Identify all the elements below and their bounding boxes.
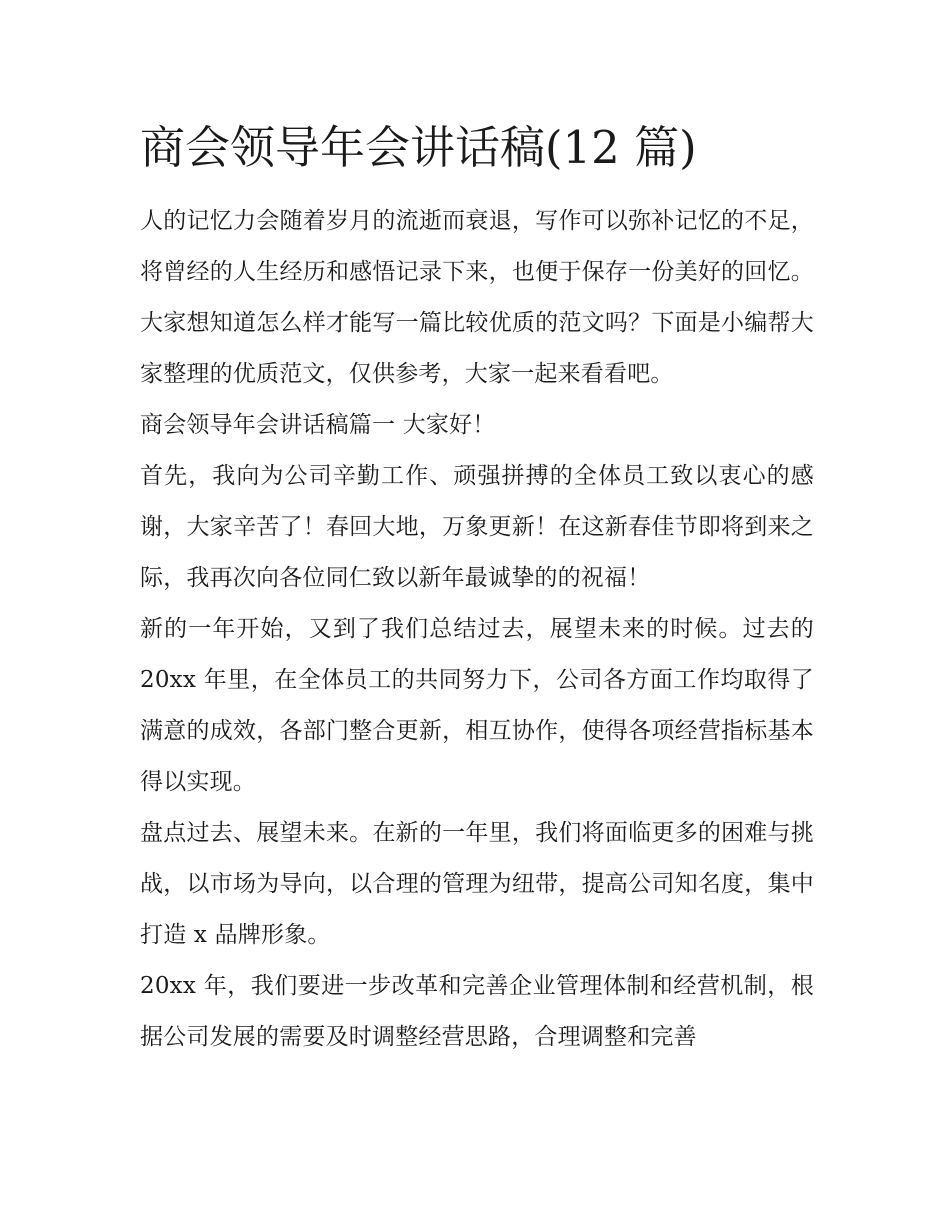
paragraph-intro: 人的记忆力会随着岁月的流逝而衰退，写作可以弥补记忆的不足，将曾经的人生经历和感悟记录下来，也便于保存一份美好的回忆。大家想知道怎么样才能写一篇比较优质的范文吗？下面是小编帮大家整理的优质范文，仅供参考，大家一起来看看吧。 bbox=[140, 208, 814, 387]
document-title: 商会领导年会讲话稿(12 篇) bbox=[140, 121, 697, 174]
document-body bbox=[140, 196, 814, 1063]
paragraph-thanks: 首先，我向为公司辛勤工作、顽强拼搏的全体员工致以衷心的感谢，大家辛苦了！春回大地，万象更新！在这新春佳节即将到来之际，我再次向各位同仁致以新年最诚挚的的祝福！ bbox=[140, 463, 814, 591]
paragraph-reform: 20xx 年，我们要进一步改革和完善企业管理体制和经营机制，根据公司发展的需要及时调整经营思路，合理调整和完善 bbox=[140, 973, 814, 1050]
paragraph-review: 新的一年开始，又到了我们总结过去，展望未来的时候。过去的 20xx 年里，在全体员工的共同努力下，公司各方面工作均取得了满意的成效，各部门整合更新，相互协作，使得各项经营指标基本得以实现。 bbox=[140, 616, 814, 795]
paragraph-section-heading: 商会领导年会讲话稿篇一 大家好！ bbox=[140, 412, 496, 438]
paragraph-outlook: 盘点过去、展望未来。在新的一年里，我们将面临更多的困难与挑战，以市场为导向，以合理的管理为纽带，提高公司知名度，集中打造 x 品牌形象。 bbox=[140, 820, 814, 948]
